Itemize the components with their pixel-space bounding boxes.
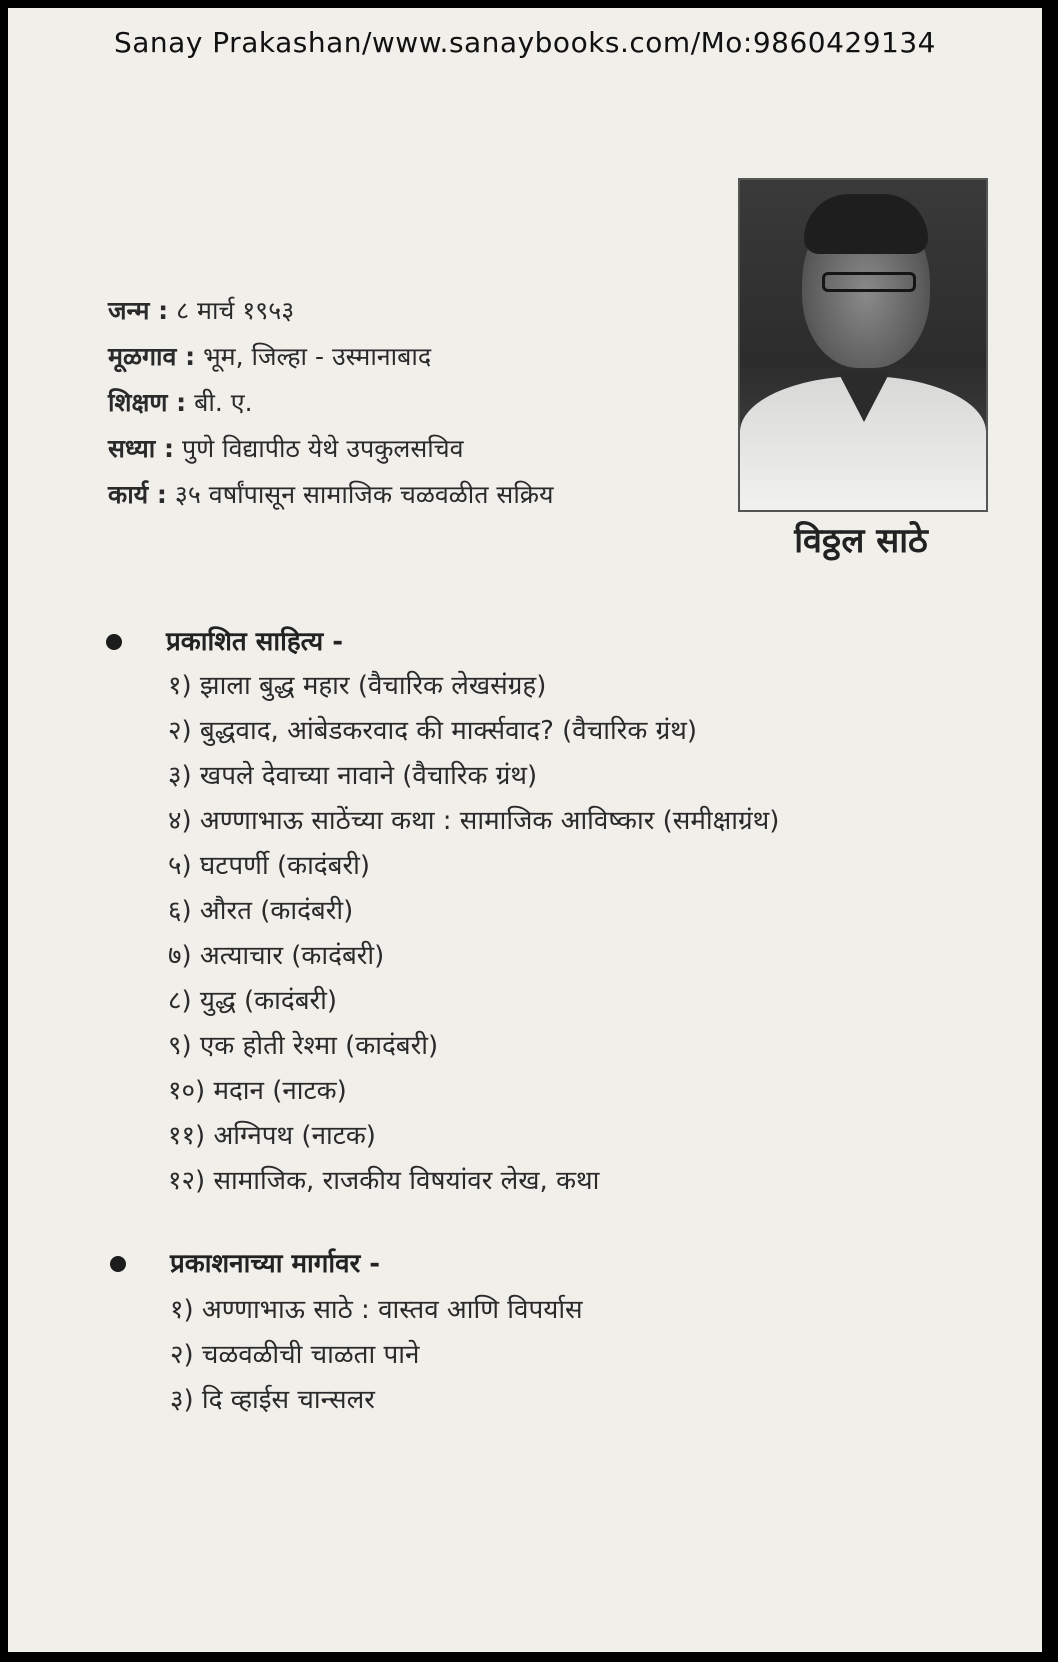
published-list	[168, 664, 779, 1204]
list-item: १) अण्णाभाऊ साठे : वास्तव आणि विपर्यास	[170, 1295, 583, 1325]
list-item: ८) युद्ध (कादंबरी)	[168, 986, 338, 1016]
detail-hometown	[108, 334, 554, 380]
detail-label: जन्म :	[108, 296, 169, 325]
author-photo	[738, 178, 988, 512]
detail-label: कार्य :	[108, 480, 167, 509]
list-item: ६) औरत (कादंबरी)	[168, 896, 354, 926]
list-item: ५) घटपर्णी (कादंबरी)	[168, 851, 370, 881]
upcoming-title: प्रकाशनाच्या मार्गावर -	[170, 1249, 381, 1279]
list-item: १०) मदान (नाटक)	[168, 1076, 347, 1106]
list-item: ११) अग्निपथ (नाटक)	[168, 1121, 376, 1151]
detail-current	[108, 426, 554, 472]
bullet-icon	[110, 1256, 126, 1272]
detail-work	[108, 472, 554, 518]
list-item: २) बुद्धवाद, आंबेडकरवाद की मार्क्सवाद? (वैचारिक ग्रंथ)	[168, 716, 698, 746]
detail-label: सध्या :	[108, 434, 174, 463]
detail-value: ८ मार्च १९५३	[176, 296, 295, 325]
published-title: प्रकाशित साहित्य -	[166, 627, 344, 657]
detail-value: बी. ए.	[194, 388, 253, 417]
list-item: ३) दि व्हाईस चान्सलर	[170, 1385, 375, 1415]
list-item: ३) खपले देवाच्या नावाने (वैचारिक ग्रंथ)	[168, 761, 538, 791]
list-item: १२) सामाजिक, राजकीय विषयांवर लेख, कथा	[168, 1166, 600, 1196]
author-details	[108, 288, 554, 518]
detail-birth	[108, 288, 554, 334]
list-item: १) झाला बुद्ध महार (वैचारिक लेखसंग्रह)	[168, 671, 547, 701]
detail-label: मूळगाव :	[108, 342, 196, 371]
list-item: ७) अत्याचार (कादंबरी)	[168, 941, 385, 971]
detail-value: ३५ वर्षांपासून सामाजिक चळवळीत सक्रिय	[174, 480, 554, 509]
upcoming-list	[170, 1288, 583, 1423]
list-item: २) चळवळीची चाळता पाने	[170, 1340, 420, 1370]
list-item: ४) अण्णाभाऊ साठेंच्या कथा : सामाजिक आविष्कार (समीक्षाग्रंथ)	[168, 806, 780, 836]
watermark-header: Sanay Prakashan/www.sanaybooks.com/Mo:9860429134	[113, 26, 936, 59]
detail-label: शिक्षण :	[108, 388, 187, 417]
detail-education	[108, 380, 554, 426]
book-page	[8, 8, 1042, 1652]
list-item: ९) एक होती रेश्मा (कादंबरी)	[168, 1031, 439, 1061]
detail-value: पुणे विद्यापीठ येथे उपकुलसचिव	[181, 434, 464, 463]
detail-value: भूम, जिल्हा - उस्मानाबाद	[203, 342, 432, 371]
bullet-icon	[106, 634, 122, 650]
author-name: विठ्ठल साठे	[794, 521, 928, 561]
